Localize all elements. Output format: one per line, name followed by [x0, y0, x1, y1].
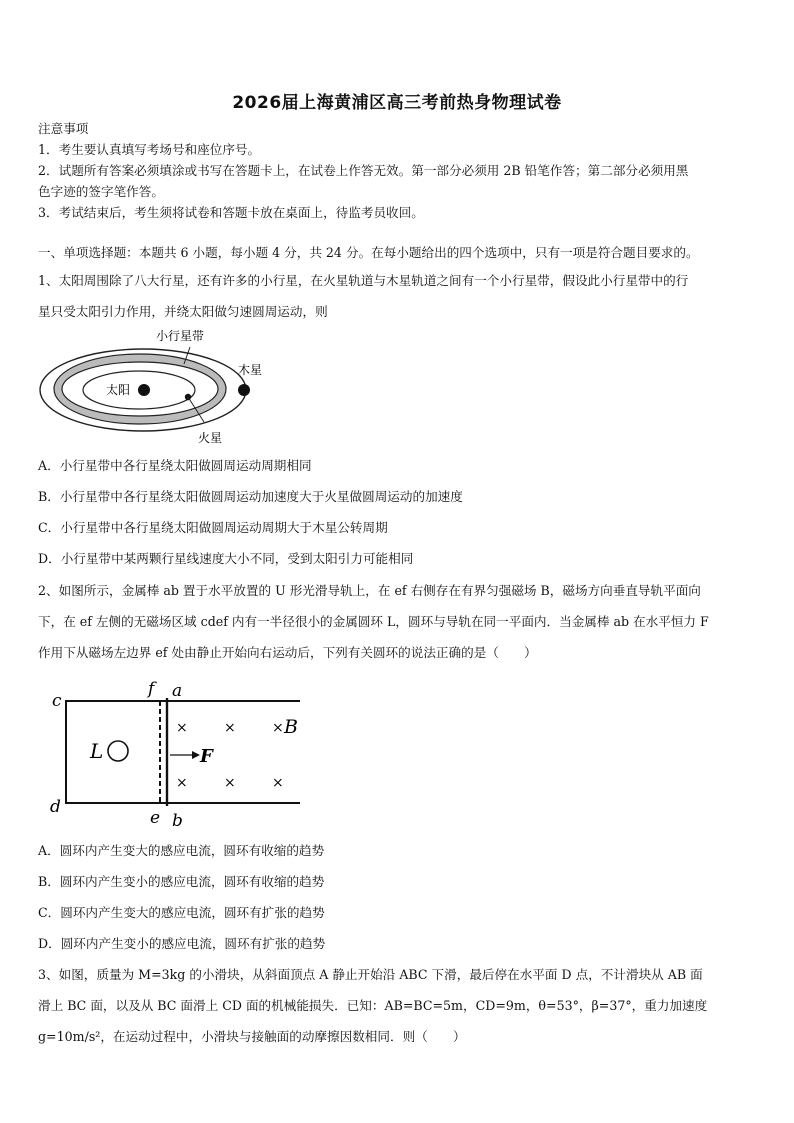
belt-label: 小行星带: [156, 329, 205, 343]
q2-stem-line: 2、如图所示，金属棒 ab 置于水平放置的 U 形光滑导轨上，在 ef 右侧存在有界匀强磁场 B，磁场方向垂直导轨平面向: [38, 583, 701, 598]
section-heading: 一、单项选择题：本题共 6 小题，每小题 4 分，共 24 分。在每小题给出的四个选项中，只有一项是符合题目要求的。: [38, 245, 699, 260]
q1-option-d: D．小行星带中某两颗行星线速度大小不同，受到太阳引力可能相同: [38, 551, 414, 566]
q3-stem-line: g=10m/s²，在运动过程中，小滑块与接触面的动摩擦因数相同．则（ ）: [38, 1029, 466, 1044]
q2-option-a: A．圆环内产生变大的感应电流，圆环有收缩的趋势: [38, 843, 325, 858]
q2-option-b: B．圆环内产生变小的感应电流，圆环有收缩的趋势: [38, 874, 325, 889]
q2-stem-line: 下，在 ef 左侧的无磁场区域 cdef 内有一半径很小的金属圆环 L，圆环与导轨在同一平面内．当金属棒 ab 在水平恒力 F: [38, 614, 709, 629]
q1-stem-line: 星只受太阳引力作用，并绕太阳做匀速圆周运动，则: [38, 304, 328, 319]
q2-rail-figure: [44, 676, 314, 832]
q3-stem-line: 滑上 BC 面，以及从 BC 面滑上 CD 面的机械能损失．已知：AB=BC=5m，CD=9m，θ=53°，β=37°，重力加速度: [38, 998, 708, 1013]
label-f: f: [148, 679, 155, 699]
q2-option-d: D．圆环内产生变小的感应电流，圆环有扩张的趋势: [38, 936, 326, 951]
q1-option-c: C．小行星带中各行星绕太阳做圆周运动周期大于木星公转周期: [38, 520, 388, 535]
label-a: a: [172, 681, 183, 701]
notice-item: 3．考试结束后，考生须将试卷和答题卡放在桌面上，待监考员收回。: [38, 205, 424, 220]
metal-ring-l: [108, 741, 128, 761]
jupiter-label: 木星: [238, 363, 263, 377]
field-cross: ×: [272, 720, 284, 736]
q3-stem-line: 3、如图，质量为 M=3kg 的小滑块，从斜面顶点 A 静止开始沿 ABC 下滑，最后停在水平面 D 点，不计滑块从 AB 面: [38, 967, 703, 982]
label-d: d: [50, 797, 61, 817]
field-cross: ×: [224, 720, 236, 736]
label-c: c: [52, 691, 62, 711]
label-b: b: [172, 811, 183, 831]
q1-orbit-figure: [36, 322, 276, 450]
q1-option-a: A．小行星带中各行星绕太阳做圆周运动周期相同: [38, 458, 312, 473]
q2-option-c: C．圆环内产生变大的感应电流，圆环有扩张的趋势: [38, 905, 325, 920]
sun-dot: [138, 384, 150, 396]
field-cross: ×: [224, 775, 236, 791]
notice-item: 2．试题所有答案必须填涂或书写在答题卡上，在试卷上作答无效。第一部分必须用 2B 铅笔作答；第二部分必须用黑: [38, 163, 689, 178]
label-b-field: B: [284, 716, 298, 738]
jupiter-dot: [238, 384, 250, 396]
field-cross: ×: [176, 720, 188, 736]
q2-stem-line: 作用下从磁场左边界 ef 处由静止开始向右运动后，下列有关圆环的说法正确的是（ ）: [38, 645, 537, 660]
label-l: L: [90, 739, 104, 763]
label-f-force: F: [200, 746, 213, 767]
notice-item: 色字迹的签字笔作答。: [38, 184, 164, 199]
field-cross: ×: [272, 775, 284, 791]
sun-label: 太阳: [106, 383, 131, 397]
mars-label: 火星: [198, 431, 223, 445]
page-title: 2026届上海黄浦区高三考前热身物理试卷: [232, 93, 562, 113]
notice-heading: 注意事项: [38, 121, 89, 136]
notice-item: 1．考生要认真填写考场号和座位序号。: [38, 142, 261, 157]
q1-stem-line: 1、太阳周围除了八大行星，还有许多的小行星，在火星轨道与木星轨道之间有一个小行星带，假设此小行星带中的行: [38, 273, 689, 288]
q1-option-b: B．小行星带中各行星绕太阳做圆周运动加速度大于火星做圆周运动的加速度: [38, 489, 463, 504]
label-e: e: [150, 808, 161, 828]
field-cross: ×: [176, 775, 188, 791]
